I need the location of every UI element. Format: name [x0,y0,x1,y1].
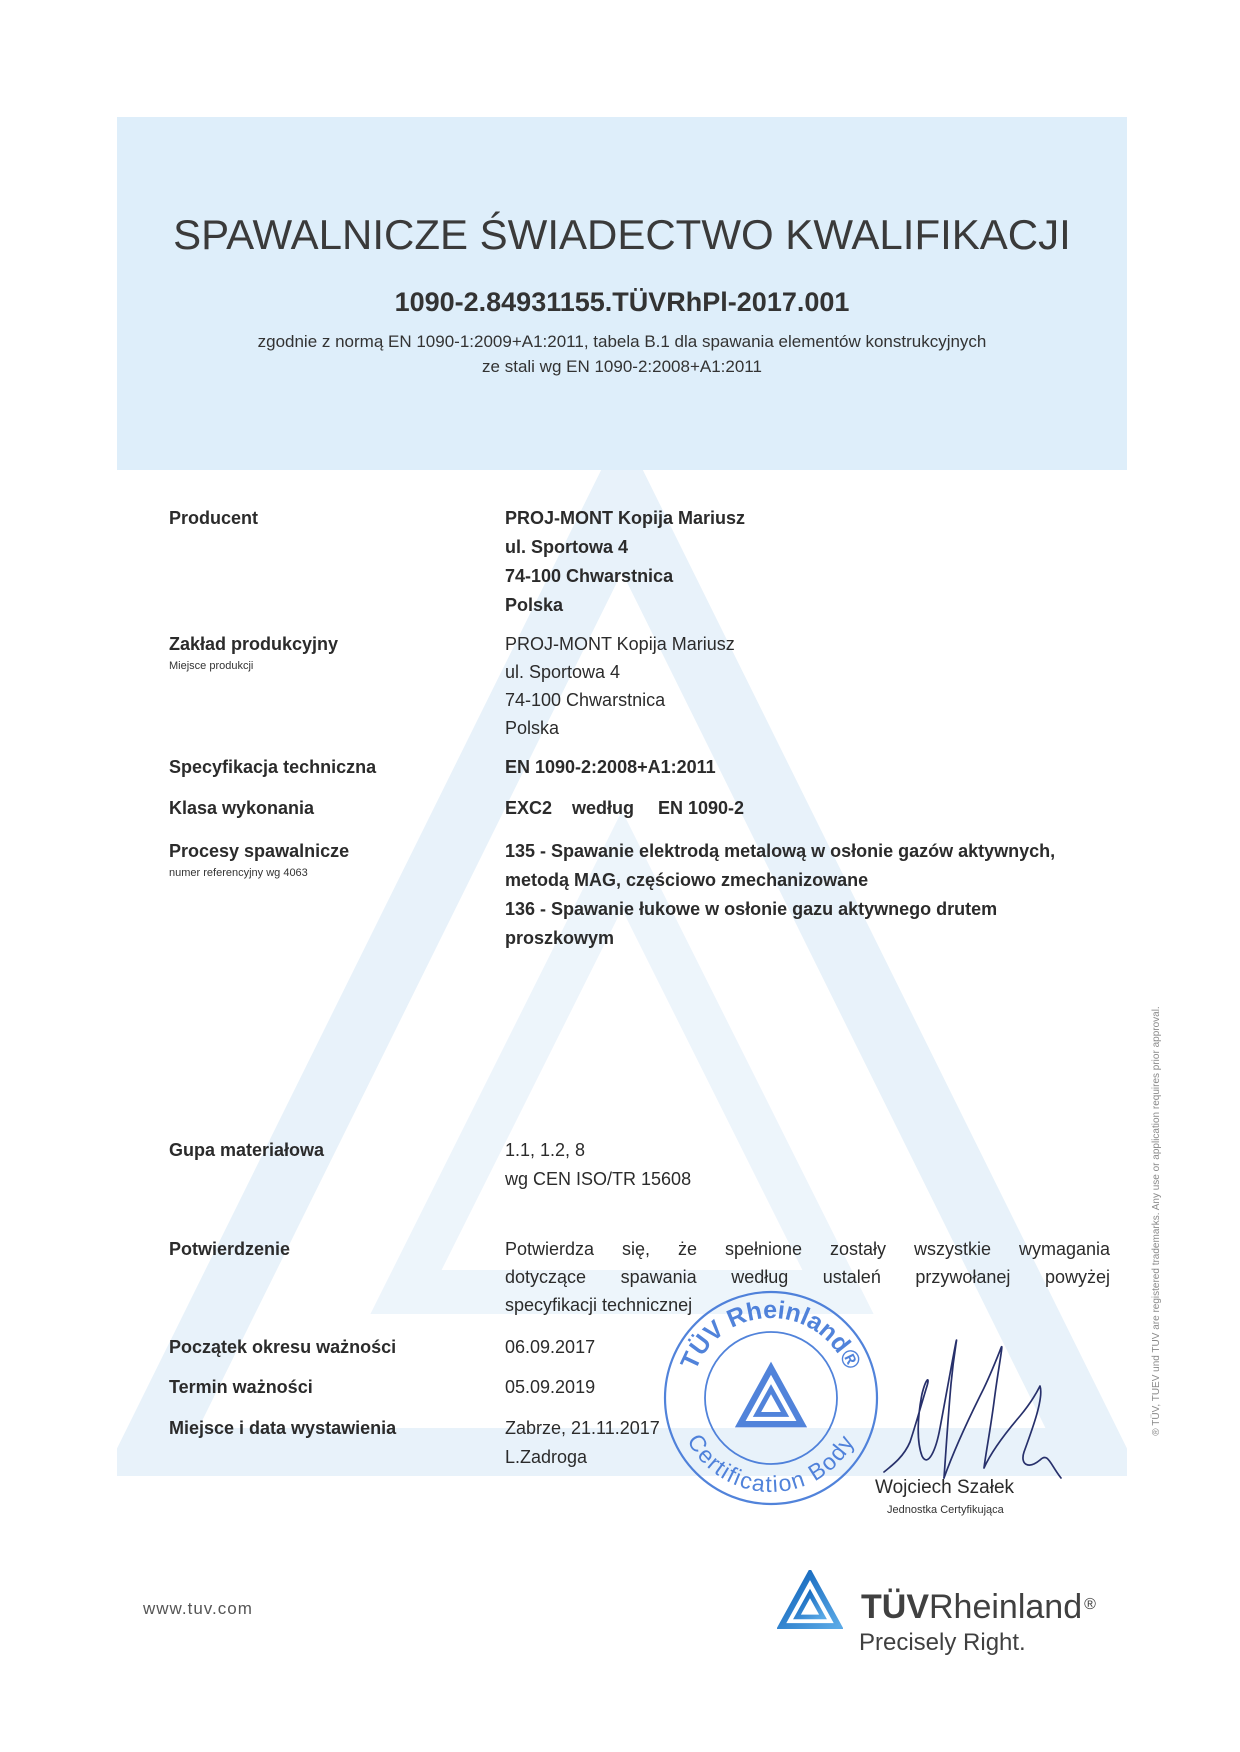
material-group-label: Gupa materiałowa [169,1140,325,1160]
producer-label: Producent [169,508,259,528]
specification-label: Specyfikacja techniczna [169,757,377,777]
process-line: 136 - Spawanie łukowe w osłonie gazu aktywnego drutem [505,899,998,919]
issue-label: Miejsce i data wystawienia [169,1418,397,1438]
brand-wordmark [861,1588,1096,1626]
valid-from-value: 06.09.2017 [505,1337,596,1357]
processes-label: Procesy spawalnicze [169,841,350,861]
certificate-title: SPAWALNICZE ŚWIADECTWO KWALIFIKACJI [173,211,1071,258]
stamp-top-textpath: TÜV Rheinland® [675,1295,867,1374]
execution-class-label: Klasa wykonania [169,798,315,818]
signatory-name: Wojciech Szałek [875,1477,1015,1498]
stamp-inner-ring [705,1332,837,1464]
website-text: www.tuv.com [143,1599,253,1618]
process-line: metodą MAG, częściowo zmechanizowane [505,870,869,890]
process-line: 135 - Spawanie elektrodą metalową w osłonie gazów aktywnych, [505,841,1056,861]
plant-value [505,630,1110,742]
processes-value [505,837,1110,953]
producer-value [505,504,1110,620]
execution-class-code: EXC2 [505,798,553,818]
stamp-bottom-textpath: Certification Body [682,1429,860,1498]
execution-class-standard: EN 1090-2 [658,798,745,818]
processes-sublabel: numer referencyjny wg 4063 [169,867,308,879]
plant-label-block [169,630,499,674]
producer-line: Polska [505,595,564,615]
tuv-watermark-icon [117,470,1127,1476]
tuv-triangle-icon [740,1368,802,1424]
process-line: proszkowym [505,928,615,948]
material-group-line: 1.1, 1.2, 8 [505,1140,586,1160]
plant-label: Zakład produkcyjny [169,634,339,654]
confirmation-line: dotyczące spawania według ustaleń przywołanej powyżej [505,1267,1110,1287]
material-group-line: wg CEN ISO/TR 15608 [505,1169,692,1189]
valid-from-label: Początek okresu ważności [169,1337,397,1357]
tuv-triangle-icon [777,1570,843,1630]
signatory-role: Jednostka Certyfikująca [887,1504,1004,1516]
subtitle-line: zgodnie z normą EN 1090-1:2009+A1:2011, tabela B.1 dla spawania elementów konstrukcyjnych [257,332,987,351]
certificate-number: 1090-2.84931155.TÜVRhPl-2017.001 [394,287,850,317]
material-group-value [505,1136,1110,1194]
handwritten-signature [880,1332,1065,1484]
plant-sublabel: Miejsce produkcji [169,660,254,672]
confirmation-line: specyfikacji technicznej [505,1295,693,1315]
brand-regular: Rheinland [929,1588,1083,1626]
subtitle-line: ze stali wg EN 1090-2:2008+A1:2011 [482,357,762,376]
plant-line: Polska [505,718,560,738]
certification-stamp [655,1282,887,1514]
processes-label-block [169,837,499,881]
producer-line: 74-100 Chwarstnica [505,566,674,586]
plant-line: 74-100 Chwarstnica [505,690,666,710]
execution-class-connector: według [572,798,634,818]
issue-issuer: L.Zadroga [505,1447,588,1467]
valid-until-label: Termin ważności [169,1377,313,1397]
registered-mark: ® [1084,1596,1096,1613]
confirmation-line: Potwierdza się, że spełnione zostały wszystkie wymagania [505,1239,1110,1259]
plant-line: PROJ-MONT Kopija Mariusz [505,634,735,654]
issue-place-date: Zabrze, 21.11.2017 [505,1418,660,1438]
confirmation-label: Potwierdzenie [169,1239,291,1259]
producer-line: PROJ-MONT Kopija Mariusz [505,508,746,528]
producer-line: ul. Sportowa 4 [505,537,629,557]
trademark-note: ® TÜV, TUEV und TUV are registered trademarks. Any use or application requires prior approval. [1151,1006,1162,1436]
valid-until-value: 05.09.2019 [505,1377,596,1397]
specification-value: EN 1090-2:2008+A1:2011 [505,757,716,777]
brand-bold: TÜV [861,1588,929,1626]
signature-stroke [884,1340,957,1478]
brand-tagline: Precisely Right. [859,1629,1026,1656]
signature-stroke [944,1347,1061,1478]
execution-class-value [505,794,1110,822]
plant-line: ul. Sportowa 4 [505,662,621,682]
